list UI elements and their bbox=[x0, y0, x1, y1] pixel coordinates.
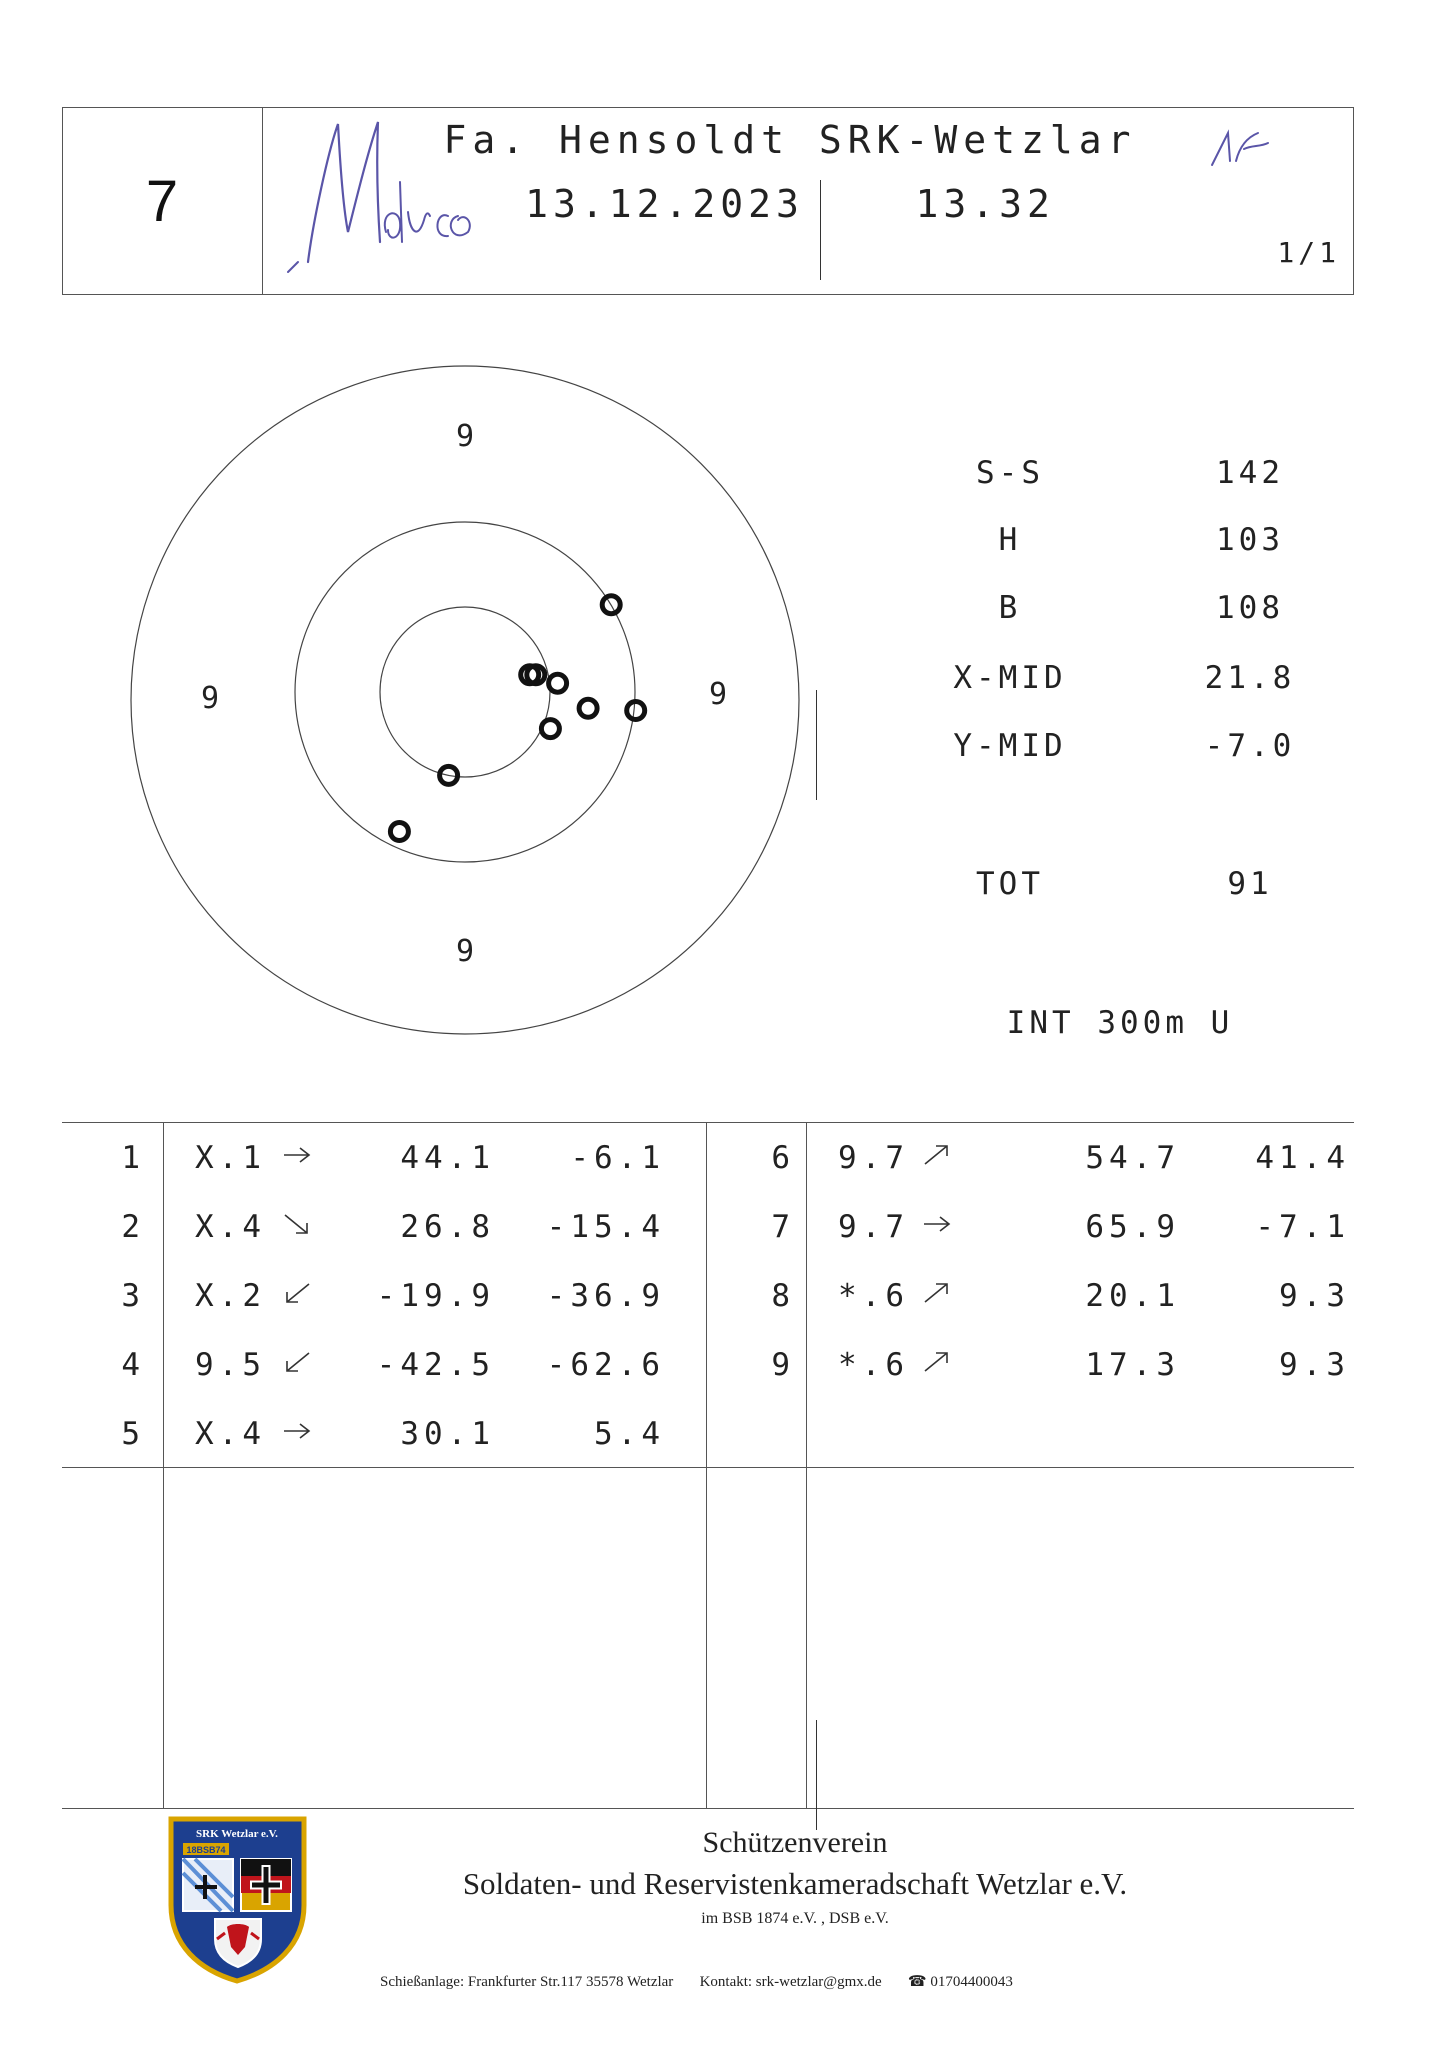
direction-arrow-icon bbox=[282, 1349, 312, 1375]
contact-phone: 01704400043 bbox=[930, 1974, 1013, 1990]
table-bottom-rule bbox=[62, 1808, 1354, 1809]
shot-x-offset: 26.8 bbox=[400, 1209, 495, 1245]
range-address: Schießanlage: Frankfurter Str.117 35578 Wetzlar bbox=[380, 1974, 674, 1990]
shot-score: X.4 bbox=[195, 1416, 266, 1452]
stat-value-b: 108 bbox=[1216, 590, 1284, 626]
header-date: 13.12.2023 bbox=[525, 182, 804, 226]
direction-arrow-icon bbox=[282, 1280, 312, 1306]
shot-number: 9 bbox=[771, 1347, 790, 1383]
shot-score: 9.5 bbox=[195, 1347, 266, 1383]
shot-y-offset: -36.9 bbox=[546, 1278, 665, 1314]
direction-arrow-icon bbox=[922, 1211, 952, 1237]
header-title: Fa. Hensoldt SRK-Wetzlar bbox=[443, 118, 1137, 162]
shot-y-offset: 41.4 bbox=[1255, 1140, 1350, 1176]
header-time: 13.32 bbox=[915, 182, 1055, 226]
direction-arrow-icon bbox=[922, 1142, 952, 1168]
shot-x-offset: 44.1 bbox=[400, 1140, 495, 1176]
club-name: Schützenverein bbox=[702, 1826, 888, 1859]
shot-score: 9.7 bbox=[838, 1209, 909, 1245]
direction-arrow-icon bbox=[922, 1349, 952, 1375]
shot-score: X.1 bbox=[195, 1140, 266, 1176]
table-divider-1 bbox=[163, 1122, 164, 1808]
footer-address-line bbox=[380, 1972, 1330, 1991]
shot-number: 6 bbox=[771, 1140, 790, 1176]
table-top-rule bbox=[62, 1122, 1354, 1123]
initials-handwritten bbox=[1200, 115, 1290, 175]
program-label: INT 300m U bbox=[1006, 1005, 1234, 1041]
shot-number: 7 bbox=[771, 1209, 790, 1245]
target-plot bbox=[120, 340, 820, 1060]
shot-score: X.4 bbox=[195, 1209, 266, 1245]
phone-icon: ☎ bbox=[907, 1974, 927, 1990]
shot-number: 3 bbox=[121, 1278, 140, 1314]
stat-label-xmid: X-MID bbox=[953, 660, 1067, 696]
header-page: 1/1 bbox=[1277, 236, 1340, 269]
shot-score: 9.7 bbox=[838, 1140, 909, 1176]
shot-mark bbox=[549, 674, 567, 692]
header-datetime bbox=[300, 182, 1280, 226]
stat-label-ymid: Y-MID bbox=[953, 728, 1067, 764]
fold-mark-top bbox=[820, 180, 821, 280]
fold-mark-bottom bbox=[816, 1720, 817, 1830]
shot-y-offset: 5.4 bbox=[594, 1416, 665, 1452]
fold-mark-mid bbox=[816, 690, 817, 800]
shot-mark bbox=[390, 823, 408, 841]
shot-number: 8 bbox=[771, 1278, 790, 1314]
logo-badge: 18BSB74 bbox=[186, 1845, 226, 1855]
contact-email: Kontakt: srk-wetzlar@gmx.de bbox=[699, 1974, 882, 1990]
shot-x-offset: 54.7 bbox=[1085, 1140, 1180, 1176]
shot-number: 1 bbox=[121, 1140, 140, 1176]
header-divider bbox=[262, 107, 263, 295]
direction-arrow-icon bbox=[282, 1211, 312, 1237]
direction-arrow-icon bbox=[282, 1142, 312, 1168]
shot-score: *.6 bbox=[838, 1278, 909, 1314]
club-logo bbox=[165, 1815, 310, 1985]
shot-x-offset: 65.9 bbox=[1085, 1209, 1180, 1245]
ring-label-left: 9 bbox=[200, 681, 220, 716]
stat-label-h: H bbox=[998, 522, 1022, 558]
shot-score: *.6 bbox=[838, 1347, 909, 1383]
shot-y-offset: -62.6 bbox=[546, 1347, 665, 1383]
shot-number: 4 bbox=[121, 1347, 140, 1383]
shot-x-offset: -42.5 bbox=[376, 1347, 495, 1383]
shot-y-offset: -7.1 bbox=[1255, 1209, 1350, 1245]
stat-label-b: B bbox=[998, 590, 1022, 626]
direction-arrow-icon bbox=[282, 1418, 312, 1444]
shot-x-offset: -19.9 bbox=[376, 1278, 495, 1314]
ring-label-top: 9 bbox=[455, 419, 475, 454]
ring-inner bbox=[380, 607, 550, 777]
shot-score: X.2 bbox=[195, 1278, 266, 1314]
shot-x-offset: 30.1 bbox=[400, 1416, 495, 1452]
shot-x-offset: 17.3 bbox=[1085, 1347, 1180, 1383]
table-mid-rule bbox=[62, 1467, 1354, 1468]
table-divider-3 bbox=[806, 1122, 807, 1808]
stat-value-h: 103 bbox=[1216, 522, 1284, 558]
lane-number: 7 bbox=[145, 168, 179, 234]
ring-label-right: 9 bbox=[708, 677, 728, 712]
total-value: 91 bbox=[1227, 866, 1273, 902]
stat-value-ss: 142 bbox=[1216, 455, 1284, 491]
club-full-name: Soldaten- und Reservistenkameradschaft Wetzlar e.V. bbox=[462, 1866, 1128, 1901]
shot-y-offset: 9.3 bbox=[1279, 1347, 1350, 1383]
shot-y-offset: -15.4 bbox=[546, 1209, 665, 1245]
ring-middle bbox=[295, 522, 635, 862]
shot-number: 5 bbox=[121, 1416, 140, 1452]
total-label: TOT bbox=[976, 866, 1044, 902]
shot-x-offset: 20.1 bbox=[1085, 1278, 1180, 1314]
shot-mark bbox=[627, 702, 645, 720]
shot-mark bbox=[579, 699, 597, 717]
shot-number: 2 bbox=[121, 1209, 140, 1245]
logo-text: SRK Wetzlar e.V. bbox=[196, 1828, 278, 1840]
shot-y-offset: -6.1 bbox=[570, 1140, 665, 1176]
direction-arrow-icon bbox=[922, 1280, 952, 1306]
stat-label-ss: S-S bbox=[976, 455, 1044, 491]
table-divider-2 bbox=[706, 1122, 707, 1808]
stat-value-ymid: -7.0 bbox=[1204, 728, 1296, 764]
ring-label-bottom: 9 bbox=[455, 934, 475, 969]
club-membership: im BSB 1874 e.V. , DSB e.V. bbox=[701, 1910, 889, 1927]
stat-value-xmid: 21.8 bbox=[1204, 660, 1296, 696]
shot-mark bbox=[541, 720, 559, 738]
shot-y-offset: 9.3 bbox=[1279, 1278, 1350, 1314]
